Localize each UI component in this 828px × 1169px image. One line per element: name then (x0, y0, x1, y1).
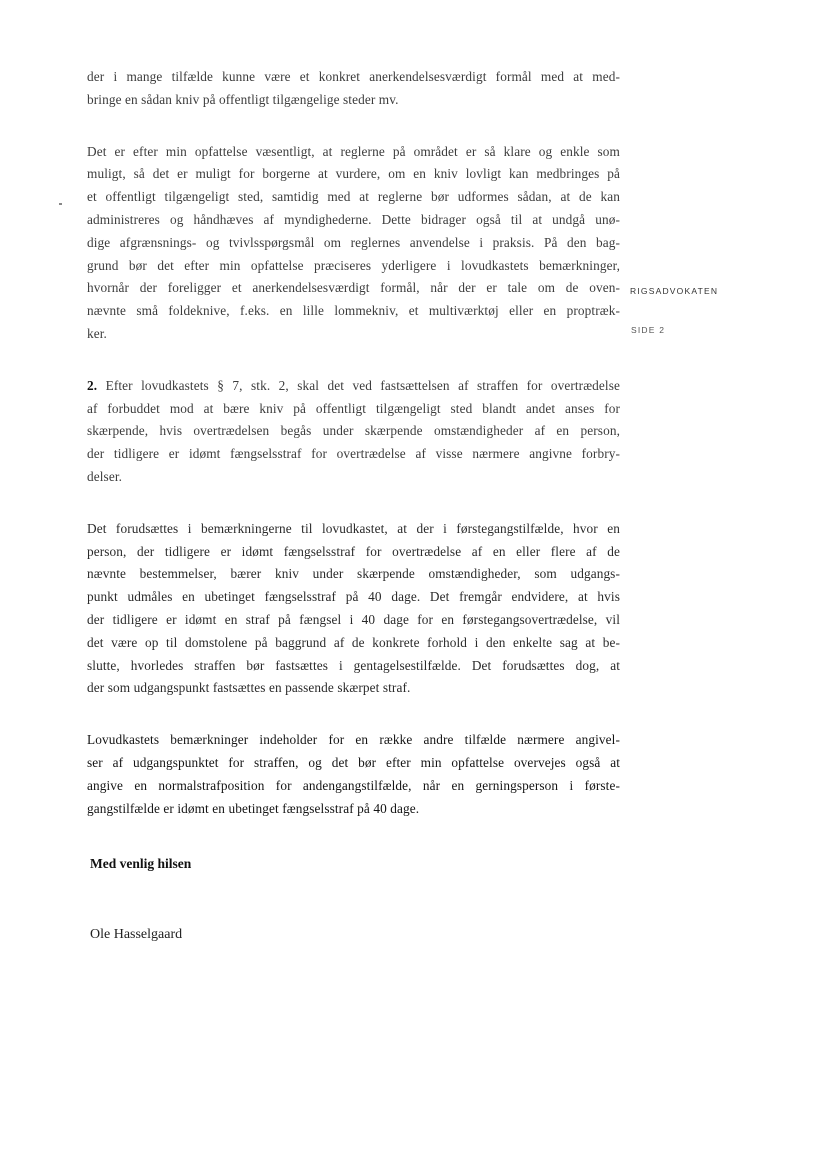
letter-body (87, 66, 620, 820)
signature-name: Ole Hasselgaard (90, 927, 183, 942)
text-line: der i mange tilfælde kunne være et konkret anerkendelsesværdigt formål med at med- (87, 69, 620, 84)
section-number: 2. (87, 377, 98, 393)
text-line: nævnte bestemmelser, bærer kniv under skærpende omstændigheder, som udgangs- (87, 566, 620, 582)
text-line: administreres og håndhæves af myndighederne. Dette bidrager også til at undgå unø- (87, 211, 620, 227)
text-line: person, der tidligere er idømt fængselsstraf for overtrædelse af en eller flere af de (87, 543, 620, 559)
page-number-label: SIDE 2 (631, 325, 666, 335)
text-line: punkt udmåles en ubetinget fængselsstraf på 40 dage. Det fremgår endvidere, at hvis (87, 589, 620, 605)
text-line: Det er efter min opfattelse væsentligt, at reglerne på området er så klare og enkle som (87, 143, 620, 159)
text-line: gangstilfælde er idømt en ubetinget fængselsstraf på 40 dage. (87, 800, 420, 816)
text-line: der tidligere er idømt fængselsstraf for overtrædelse af visse nærmere angivne forbry- (87, 446, 620, 462)
text-line: nævnte små foldeknive, f.eks. en lille lommekniv, et multiværktøj eller en proptræk- (87, 303, 620, 319)
margin-mark (59, 203, 62, 205)
text-line: slutte, hvorledes straffen bør fastsættes i gentagelsestilfælde. Det forudsættes dog, at (87, 657, 620, 673)
text-line: Det forudsættes i bemærkningerne til lovudkastet, at der i førstegangstilfælde, hvor en (87, 520, 620, 536)
text-line-content: Efter lovudkastets § 7, stk. 2, skal det ved fastsættelsen af straffen for overtrædelse (105, 377, 620, 393)
paragraph-1 (87, 66, 620, 112)
text-line: der som udgangspunkt fastsættes en passende skærpet straf. (87, 680, 411, 696)
text-line: angive en normalstrafposition for andengangstilfælde, når en gerningsperson i første- (87, 777, 620, 793)
paragraph-4 (87, 518, 620, 700)
text-line: et offentligt tilgængeligt sted, samtidig med at reglerne bør udformes sådan, at de kan (87, 189, 620, 205)
text-line: ker. (87, 325, 107, 341)
text-line: Lovudkastets bemærkninger indeholder for en række andre tilfælde nærmere angivel- (87, 732, 620, 748)
text-line: muligt, så det er muligt for borgerne at vurdere, om en kniv lovligt kan medbringes på (87, 166, 620, 182)
text-line: ser af udgangspunktet for straffen, og det bør efter min opfattelse overvejes også at (87, 754, 620, 770)
text-line: der tidligere er idømt en straf på fængsel i 40 dage for en førstegangsovertrædelse, vil (87, 611, 620, 627)
text-line: bringe en sådan kniv på offentligt tilgængelige steder mv. (87, 91, 399, 107)
paragraph-5 (87, 729, 620, 820)
text-line (87, 375, 620, 398)
text-line: skærpende, hvis overtrædelsen begås under skærpende omstændigheder af en person, (87, 423, 620, 439)
text-line: grund bør det efter min opfattelse præciseres yderligere i lovudkastets bemærkninger, (87, 257, 620, 273)
sidebar-organization: RIGSADVOKATEN (630, 286, 719, 296)
text-line: af forbuddet mod at bære kniv på offentligt tilgængeligt sted blandt andet anses for (87, 400, 620, 416)
text-line: dige afgrænsnings- og tvivlsspørgsmål om reglernes anvendelse i praksis. På den bag- (87, 234, 620, 250)
text-line: hvornår der foreligger et anerkendelsesværdigt formål, når der er tale om de oven- (87, 280, 620, 296)
paragraph-2 (87, 141, 620, 346)
paragraph-3 (87, 375, 620, 489)
closing-salutation: Med venlig hilsen (90, 856, 192, 871)
text-line: det være op til domstolene på baggrund af de konkrete forhold i den enkelte sag at be- (87, 634, 620, 650)
text-line: delser. (87, 468, 123, 484)
